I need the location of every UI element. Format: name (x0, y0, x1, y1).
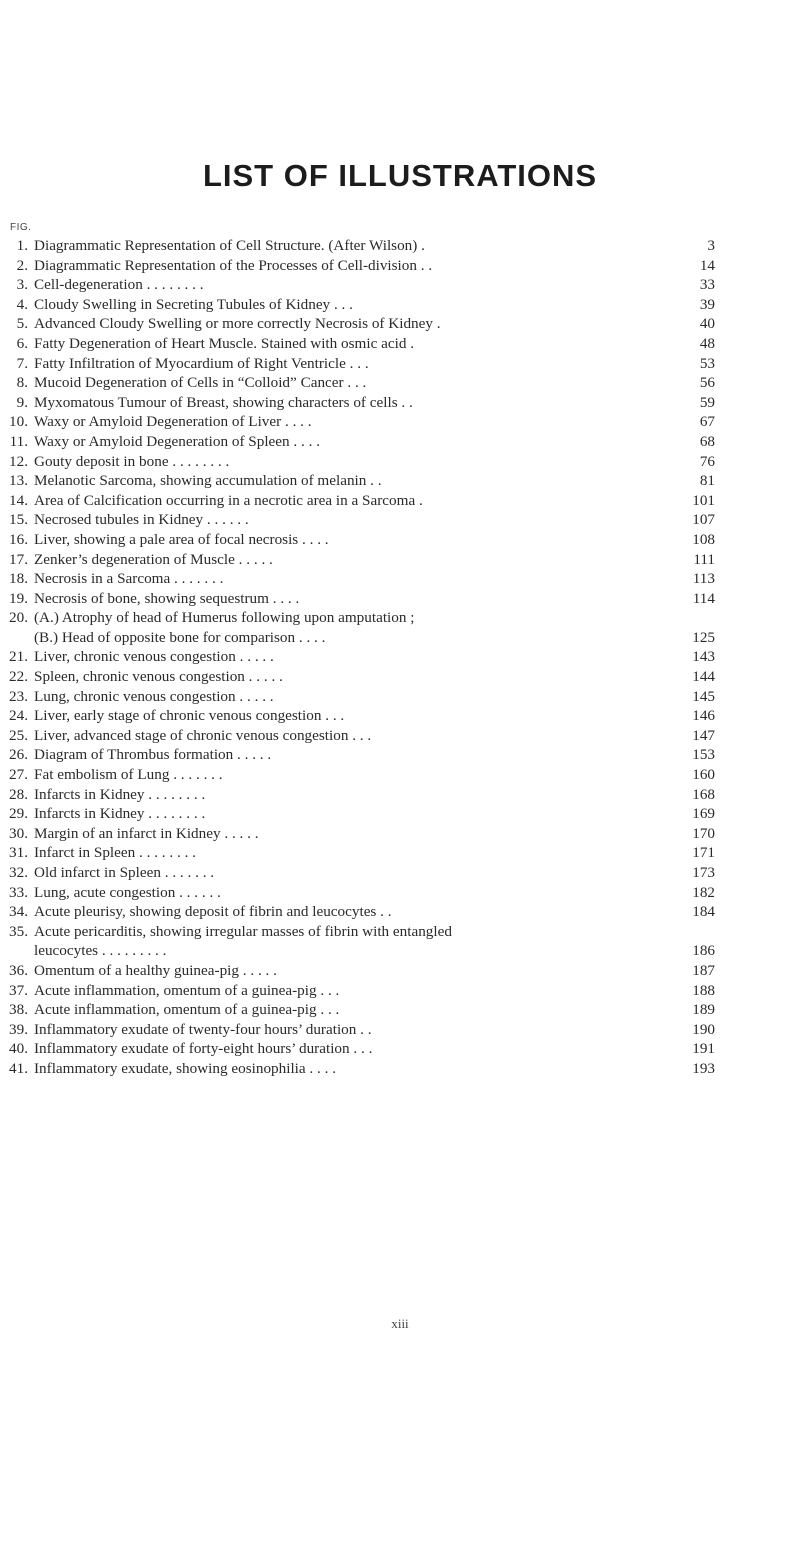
entry-number: 2. (16, 256, 28, 274)
entry-page: 170 (692, 824, 715, 842)
list-item (0, 667, 800, 687)
list-item (0, 314, 800, 334)
entry-page: 187 (692, 961, 715, 979)
entry-number: 29. (9, 805, 28, 823)
entry-title: Waxy or Amyloid Degeneration of Liver . . . . (34, 413, 312, 431)
entry-title: Cloudy Swelling in Secreting Tubules of Kidney . . . (34, 295, 353, 313)
entry-title: Acute inflammation, omentum of a guinea-pig . . . (34, 1001, 340, 1019)
list-item (0, 961, 800, 981)
list-item (0, 883, 800, 903)
entry-page: 113 (692, 570, 715, 588)
entry-title: Acute inflammation, omentum of a guinea-pig . . . (34, 981, 340, 999)
fig-column-header: FIG. (10, 222, 32, 233)
entry-title: Advanced Cloudy Swelling or more correctly Necrosis of Kidney . (34, 315, 441, 333)
entry-number: 1. (16, 237, 28, 254)
list-item (0, 530, 800, 550)
entry-number: 15. (9, 511, 28, 529)
entry-number: 26. (9, 746, 28, 764)
list-item (0, 745, 800, 765)
entry-title: Spleen, chronic venous congestion . . . . . (34, 668, 283, 686)
entry-page: 144 (692, 668, 715, 686)
entry-number: 17. (9, 550, 28, 568)
list-item (0, 510, 800, 530)
entry-page: 107 (692, 511, 715, 529)
page-title: LIST OF ILLUSTRATIONS (202, 158, 598, 193)
entry-page: 53 (699, 354, 715, 372)
entry-title: Inflammatory exudate of forty-eight hours’ duration . . . (34, 1040, 373, 1058)
list-item (0, 863, 800, 883)
entry-page: 153 (692, 746, 715, 764)
entry-number: 34. (9, 903, 28, 921)
list-item (0, 236, 800, 256)
page-number: xiii (391, 1316, 409, 1331)
entry-number: 32. (9, 864, 28, 881)
list-item (0, 412, 800, 432)
entry-number: 7. (16, 354, 28, 372)
entry-number: 12. (9, 452, 28, 470)
entry-page: 182 (692, 883, 715, 901)
list-item (0, 432, 800, 452)
list-item (0, 295, 800, 315)
list-item (0, 647, 800, 667)
entry-number: 41. (9, 1059, 28, 1077)
entry-title: Liver, showing a pale area of focal necrosis . . . . (34, 530, 329, 548)
entry-title: leucocytes . . . . . . . . . (34, 942, 167, 960)
entry-title: Area of Calcification occurring in a necrotic area in a Sarcoma . (34, 491, 423, 509)
entry-page: 146 (692, 707, 715, 725)
entry-page: 48 (699, 334, 715, 352)
list-item (0, 471, 800, 491)
entry-page: 186 (692, 942, 715, 960)
entry-page: 101 (692, 491, 715, 509)
entry-title: Fatty Degeneration of Heart Muscle. Stained with osmic acid . (34, 334, 415, 352)
entry-number: 36. (9, 961, 28, 979)
entry-title: Waxy or Amyloid Degeneration of Spleen . . . . (34, 432, 321, 450)
list-item (0, 824, 800, 844)
entry-page: 14 (699, 256, 715, 274)
entry-page: 188 (692, 981, 715, 999)
entry-number: 35. (9, 922, 28, 940)
entry-page: 3 (707, 237, 715, 254)
entry-title: Diagrammatic Representation of Cell Structure. (After Wilson) . (34, 237, 425, 254)
entry-number: 21. (9, 648, 28, 666)
entry-title: Fat embolism of Lung . . . . . . . (34, 766, 223, 784)
entry-title: Infarcts in Kidney . . . . . . . . (34, 785, 206, 803)
entry-title: Fatty Infiltration of Myocardium of Right Ventricle . . . (34, 354, 369, 372)
entry-page: 67 (699, 413, 715, 431)
list-item (0, 1000, 800, 1020)
illustrations-list (0, 236, 800, 1079)
entry-title: Liver, early stage of chronic venous congestion . . . (34, 707, 345, 725)
entry-number: 6. (16, 334, 28, 352)
entry-page: 143 (692, 648, 715, 666)
entry-title: Gouty deposit in bone . . . . . . . . (34, 452, 230, 470)
entry-title: Diagrammatic Representation of the Processes of Cell-division . . (34, 256, 433, 274)
entry-page: 145 (692, 687, 715, 705)
list-item (0, 706, 800, 726)
entry-title: Mucoid Degeneration of Cells in “Colloid” Cancer . . . (34, 374, 367, 392)
entry-number: 24. (9, 707, 28, 725)
entry-title: Inflammatory exudate, showing eosinophilia . . . . (34, 1059, 336, 1077)
list-item (0, 569, 800, 589)
entry-number: 39. (9, 1020, 28, 1038)
list-item (0, 981, 800, 1001)
entry-title: Inflammatory exudate of twenty-four hours’ duration . . (34, 1020, 372, 1038)
list-item (0, 902, 800, 922)
entry-title: Lung, chronic venous congestion . . . . . (34, 687, 274, 705)
entry-number: 30. (9, 824, 28, 842)
entry-page: 168 (692, 785, 715, 803)
entry-number: 16. (9, 530, 28, 548)
entry-title: Necrosis of bone, showing sequestrum . . . . (34, 589, 300, 607)
entry-title: (B.) Head of opposite bone for comparison . . . . (34, 628, 326, 646)
entry-number: 14. (9, 491, 28, 509)
entry-number: 8. (16, 374, 28, 392)
entry-page: 171 (692, 844, 715, 862)
entry-title: Lung, acute congestion . . . . . . (34, 883, 221, 901)
entry-page: 56 (699, 374, 715, 392)
entry-number: 28. (9, 785, 28, 803)
entry-title: Liver, chronic venous congestion . . . . . (34, 648, 274, 666)
entry-number: 27. (9, 766, 28, 784)
list-item (0, 354, 800, 374)
entry-page: 81 (699, 472, 715, 490)
entry-page: 33 (699, 276, 715, 294)
entry-page: 173 (692, 864, 715, 881)
entry-number: 3. (16, 276, 28, 294)
list-item (0, 843, 800, 863)
entry-title: Margin of an infarct in Kidney . . . . . (34, 824, 259, 842)
entry-page: 40 (699, 315, 715, 333)
entry-number: 10. (9, 413, 28, 431)
list-item (0, 452, 800, 472)
entry-number: 23. (9, 687, 28, 705)
entry-number: 5. (16, 315, 28, 333)
entry-title: Myxomatous Tumour of Breast, showing characters of cells . . (34, 393, 413, 411)
list-item (0, 1059, 800, 1079)
entry-page: 68 (699, 432, 715, 450)
list-item (0, 256, 800, 276)
entry-title: Omentum of a healthy guinea-pig . . . . . (34, 961, 277, 979)
entry-title: Melanotic Sarcoma, showing accumulation of melanin . . (34, 472, 382, 490)
list-item (0, 687, 800, 707)
entry-page: 59 (699, 393, 715, 411)
list-item (0, 726, 800, 746)
list-item (0, 785, 800, 805)
list-item (0, 804, 800, 824)
list-item (0, 1039, 800, 1059)
entry-title: Infarct in Spleen . . . . . . . . (34, 844, 196, 862)
entry-title: Liver, advanced stage of chronic venous congestion . . . (34, 726, 372, 744)
list-item (0, 628, 800, 648)
list-item (0, 491, 800, 511)
entry-number: 38. (9, 1001, 28, 1019)
entry-number: 40. (9, 1040, 28, 1058)
entry-title: Acute pericarditis, showing irregular masses of fibrin with entangled (34, 922, 452, 940)
list-item (0, 589, 800, 609)
entry-page: 190 (692, 1020, 715, 1038)
entry-number: 25. (9, 726, 28, 744)
entry-number: 9. (16, 393, 28, 411)
list-item (0, 550, 800, 570)
entry-title: Zenker’s degeneration of Muscle . . . . . (34, 550, 273, 568)
entry-page: 189 (692, 1001, 715, 1019)
entry-number: 18. (9, 570, 28, 588)
entry-page: 111 (693, 550, 715, 568)
entry-number: 31. (9, 844, 28, 862)
list-item (0, 393, 800, 413)
entry-number: 11. (9, 432, 28, 450)
entry-title: Infarcts in Kidney . . . . . . . . (34, 805, 206, 823)
entry-number: 4. (16, 295, 28, 313)
list-item (0, 275, 800, 295)
list-item (0, 1020, 800, 1040)
entry-title: Cell-degeneration . . . . . . . . (34, 276, 204, 294)
entry-page: 191 (692, 1040, 715, 1058)
entry-page: 160 (692, 766, 715, 784)
entry-title: Diagram of Thrombus formation . . . . . (34, 746, 272, 764)
entry-title: (A.) Atrophy of head of Humerus following upon amputation ; (34, 609, 415, 627)
entry-number: 22. (9, 668, 28, 686)
entry-page: 147 (692, 726, 715, 744)
entry-title: Necrosis in a Sarcoma . . . . . . . (34, 570, 224, 588)
entry-page: 125 (692, 628, 715, 646)
entry-title: Necrosed tubules in Kidney . . . . . . (34, 511, 249, 529)
list-item (0, 765, 800, 785)
entry-page: 108 (692, 530, 715, 548)
list-item (0, 922, 800, 942)
entry-title: Acute pleurisy, showing deposit of fibrin and leucocytes . . (34, 903, 392, 921)
entry-page: 169 (692, 805, 715, 823)
entry-page: 39 (699, 295, 715, 313)
entry-page: 114 (692, 589, 715, 607)
entry-number: 13. (9, 472, 28, 490)
entry-number: 19. (9, 589, 28, 607)
entry-number: 20. (9, 609, 28, 627)
list-item (0, 608, 800, 628)
entry-number: 37. (9, 981, 28, 999)
entry-page: 76 (699, 452, 715, 470)
entry-page: 184 (692, 903, 715, 921)
entry-page: 193 (692, 1059, 715, 1077)
entry-number: 33. (9, 883, 28, 901)
list-item (0, 334, 800, 354)
list-item (0, 941, 800, 961)
entry-title: Old infarct in Spleen . . . . . . . (34, 864, 215, 881)
list-item (0, 373, 800, 393)
